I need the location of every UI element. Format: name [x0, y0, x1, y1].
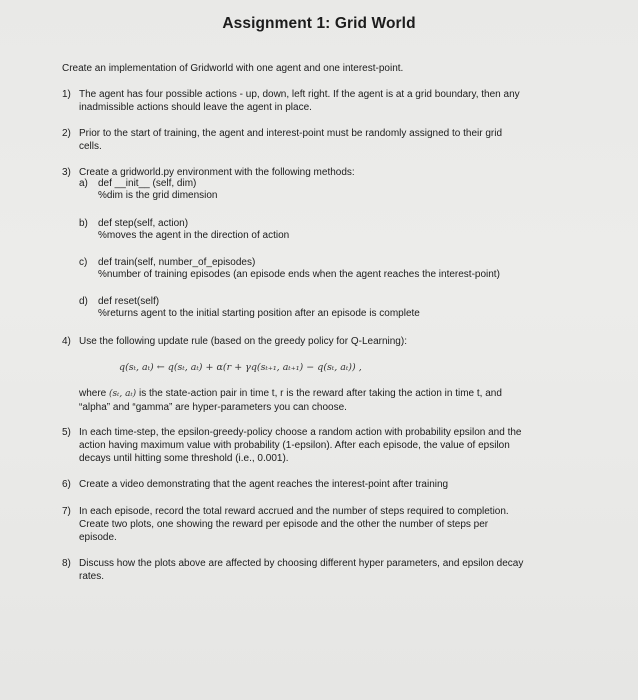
method-code: def reset(self)	[98, 296, 160, 307]
where-line-1: is the state-action pair in time t, r is the reward after taking the action in time t, and	[136, 388, 502, 399]
method-comment: %number of training episodes (an episode ends when the agent reaches the interest-point)	[98, 269, 500, 280]
item-number: 2)	[62, 128, 71, 139]
item-line: Prior to the start of training, the agent and interest-point must be randomly assigned to their grid	[79, 128, 503, 139]
item-number: 5)	[62, 427, 71, 438]
item-line: Create a gridworld.py environment with the following methods:	[79, 167, 355, 178]
item-line: action having maximum value with probability (1-epsilon). After each episode, the value of epsilon	[79, 440, 510, 451]
item-line: Use the following update rule (based on the greedy policy for Q-Learning):	[79, 336, 407, 347]
item-number: 8)	[62, 558, 71, 569]
where-explanation	[79, 387, 619, 414]
method-code: def train(self, number_of_episodes)	[98, 257, 256, 268]
method-comment: %dim is the grid dimension	[98, 190, 218, 201]
item-number: 1)	[62, 89, 71, 100]
method-label: a)	[79, 178, 88, 189]
item-line: Create two plots, one showing the reward per episode and the other the number of steps per	[79, 519, 489, 530]
method-code: def step(self, action)	[98, 218, 189, 229]
method-label: c)	[79, 257, 88, 268]
item-line: In each time-step, the epsilon-greedy-policy choose a random action with probability epsilon and the	[79, 427, 522, 438]
item-line: episode.	[79, 532, 117, 543]
item-number: 3)	[62, 167, 71, 178]
item-line: Create a video demonstrating that the agent reaches the interest-point after training	[79, 479, 449, 490]
method-label: d)	[79, 296, 88, 307]
q-learning-update-formula: q(sₜ, aₜ) ← q(sₜ, aₜ) + α(r + γq(sₜ₊₁, aₜ₊₁) − q(sₜ, aₜ)) ,	[119, 362, 362, 373]
method-label: b)	[79, 218, 88, 229]
item-line: The agent has four possible actions - up, down, left right. If the agent is at a grid boundary, then any	[79, 89, 520, 100]
item-line: inadmissible actions should leave the agent in place.	[79, 102, 312, 113]
method-comment: %moves the agent in the direction of action	[98, 230, 290, 241]
item-line: cells.	[79, 141, 102, 152]
intro-text: Create an implementation of Gridworld with one agent and one interest-point.	[62, 63, 404, 74]
where-line-2: “alpha” and “gamma” are hyper-parameters you can choose.	[79, 402, 347, 413]
method-comment: %returns agent to the initial starting position after an episode is complete	[98, 308, 420, 319]
item-line: In each episode, record the total reward accrued and the number of steps required to completion.	[79, 506, 509, 517]
page-title: Assignment 1: Grid World	[222, 15, 416, 32]
item-line: rates.	[79, 571, 105, 582]
item-number: 4)	[62, 336, 71, 347]
where-prefix: where	[79, 388, 110, 399]
state-action-pair: (sₜ, aₜ)	[109, 389, 137, 399]
method-code: def __init__ (self, dim)	[98, 178, 197, 189]
item-line: decays until hitting some threshold (i.e., 0.001).	[79, 453, 289, 464]
item-line: Discuss how the plots above are affected by choosing different hyper parameters, and epsilon decay	[79, 558, 524, 569]
item-number: 6)	[62, 479, 71, 490]
item-number: 7)	[62, 506, 71, 517]
